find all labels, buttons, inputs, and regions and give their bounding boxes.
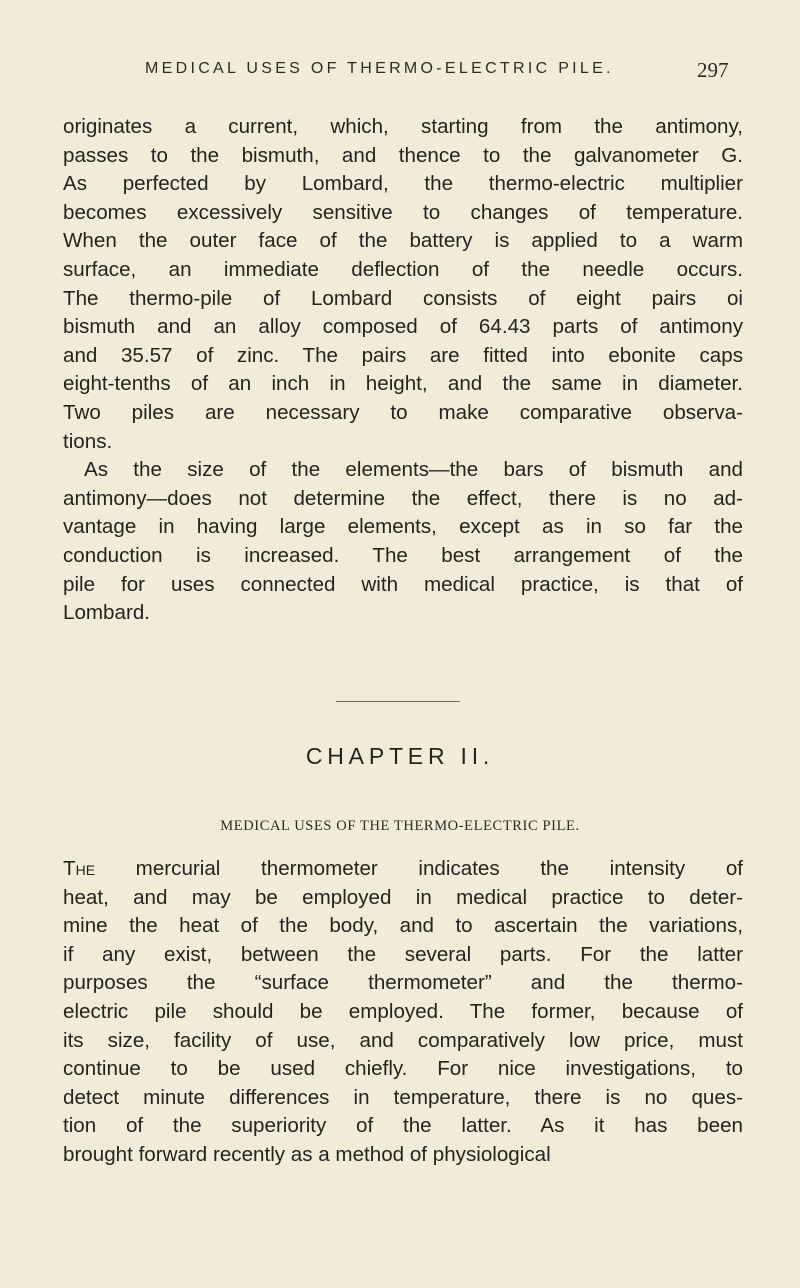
text-line: As perfected by Lombard, the thermo-electric multiplier — [63, 172, 743, 196]
opening-word: The — [63, 857, 96, 880]
text-line: purposes the “surface thermometer” and the thermo- — [63, 971, 743, 995]
text-line: The thermo-pile of Lombard consists of eight pairs oi — [63, 286, 743, 310]
text-line: conduction is increased. The best arrangement of the — [63, 543, 743, 567]
text-line: Two piles are necessary to make comparative observa- — [63, 400, 743, 424]
text-line: tion of the superiority of the latter. As it has been — [63, 1114, 743, 1138]
text-line: As the size of the elements—the bars of bismuth and — [84, 458, 743, 482]
running-head: MEDICAL USES OF THERMO-ELECTRIC PILE. — [145, 60, 614, 77]
text-line: eight-tenths of an inch in height, and the same in diameter. — [63, 372, 743, 396]
text-line: heat, and may be employed in medical practice to deter- — [63, 885, 743, 909]
text-line: surface, an immediate deflection of the needle occurs. — [63, 257, 743, 281]
page-number: 297 — [697, 58, 729, 82]
body-text-top — [63, 113, 743, 628]
text-line: continue to be used chiefly. For nice investigations, to — [63, 1057, 743, 1081]
text-line: vantage in having large elements, except as in so far the — [63, 515, 743, 539]
first-line-rest: mercurial thermometer indicates the intensity of — [95, 857, 743, 880]
text-line: tions. — [63, 429, 113, 453]
chapter-subtitle: MEDICAL USES OF THE THERMO-ELECTRIC PILE. — [220, 818, 580, 834]
text-line: and 35.57 of zinc. The pairs are fitted into ebonite caps — [63, 343, 743, 367]
text-line: detect minute differences in temperature, there is no ques- — [63, 1085, 743, 1109]
text-line: originates a current, which, starting from the antimony, — [63, 115, 743, 138]
text-line: brought forward recently as a method of physiological — [63, 1142, 551, 1166]
body-text-bottom — [63, 855, 743, 1170]
text-line: becomes excessively sensitive to changes of temperature. — [63, 200, 743, 224]
text-line: antimony—does not determine the effect, there is no ad- — [63, 486, 743, 510]
text-line — [63, 855, 743, 884]
text-line: mine the heat of the body, and to ascertain the variations, — [63, 914, 743, 938]
text-line: electric pile should be employed. The former, because of — [63, 999, 743, 1023]
text-line: if any exist, between the several parts. For the latter — [63, 942, 743, 966]
text-line: pile for uses connected with medical practice, is that of — [63, 572, 743, 596]
section-divider — [336, 701, 460, 702]
text-line: Lombard. — [63, 601, 151, 625]
text-line: bismuth and an alloy composed of 64.43 parts of antimony — [63, 315, 743, 339]
chapter-title: CHAPTER II. — [305, 743, 495, 769]
text-line: When the outer face of the battery is applied to a warm — [63, 229, 743, 253]
text-line: its size, facility of use, and comparatively low price, must — [63, 1028, 743, 1052]
text-line: passes to the bismuth, and thence to the galvanometer G. — [63, 143, 743, 167]
